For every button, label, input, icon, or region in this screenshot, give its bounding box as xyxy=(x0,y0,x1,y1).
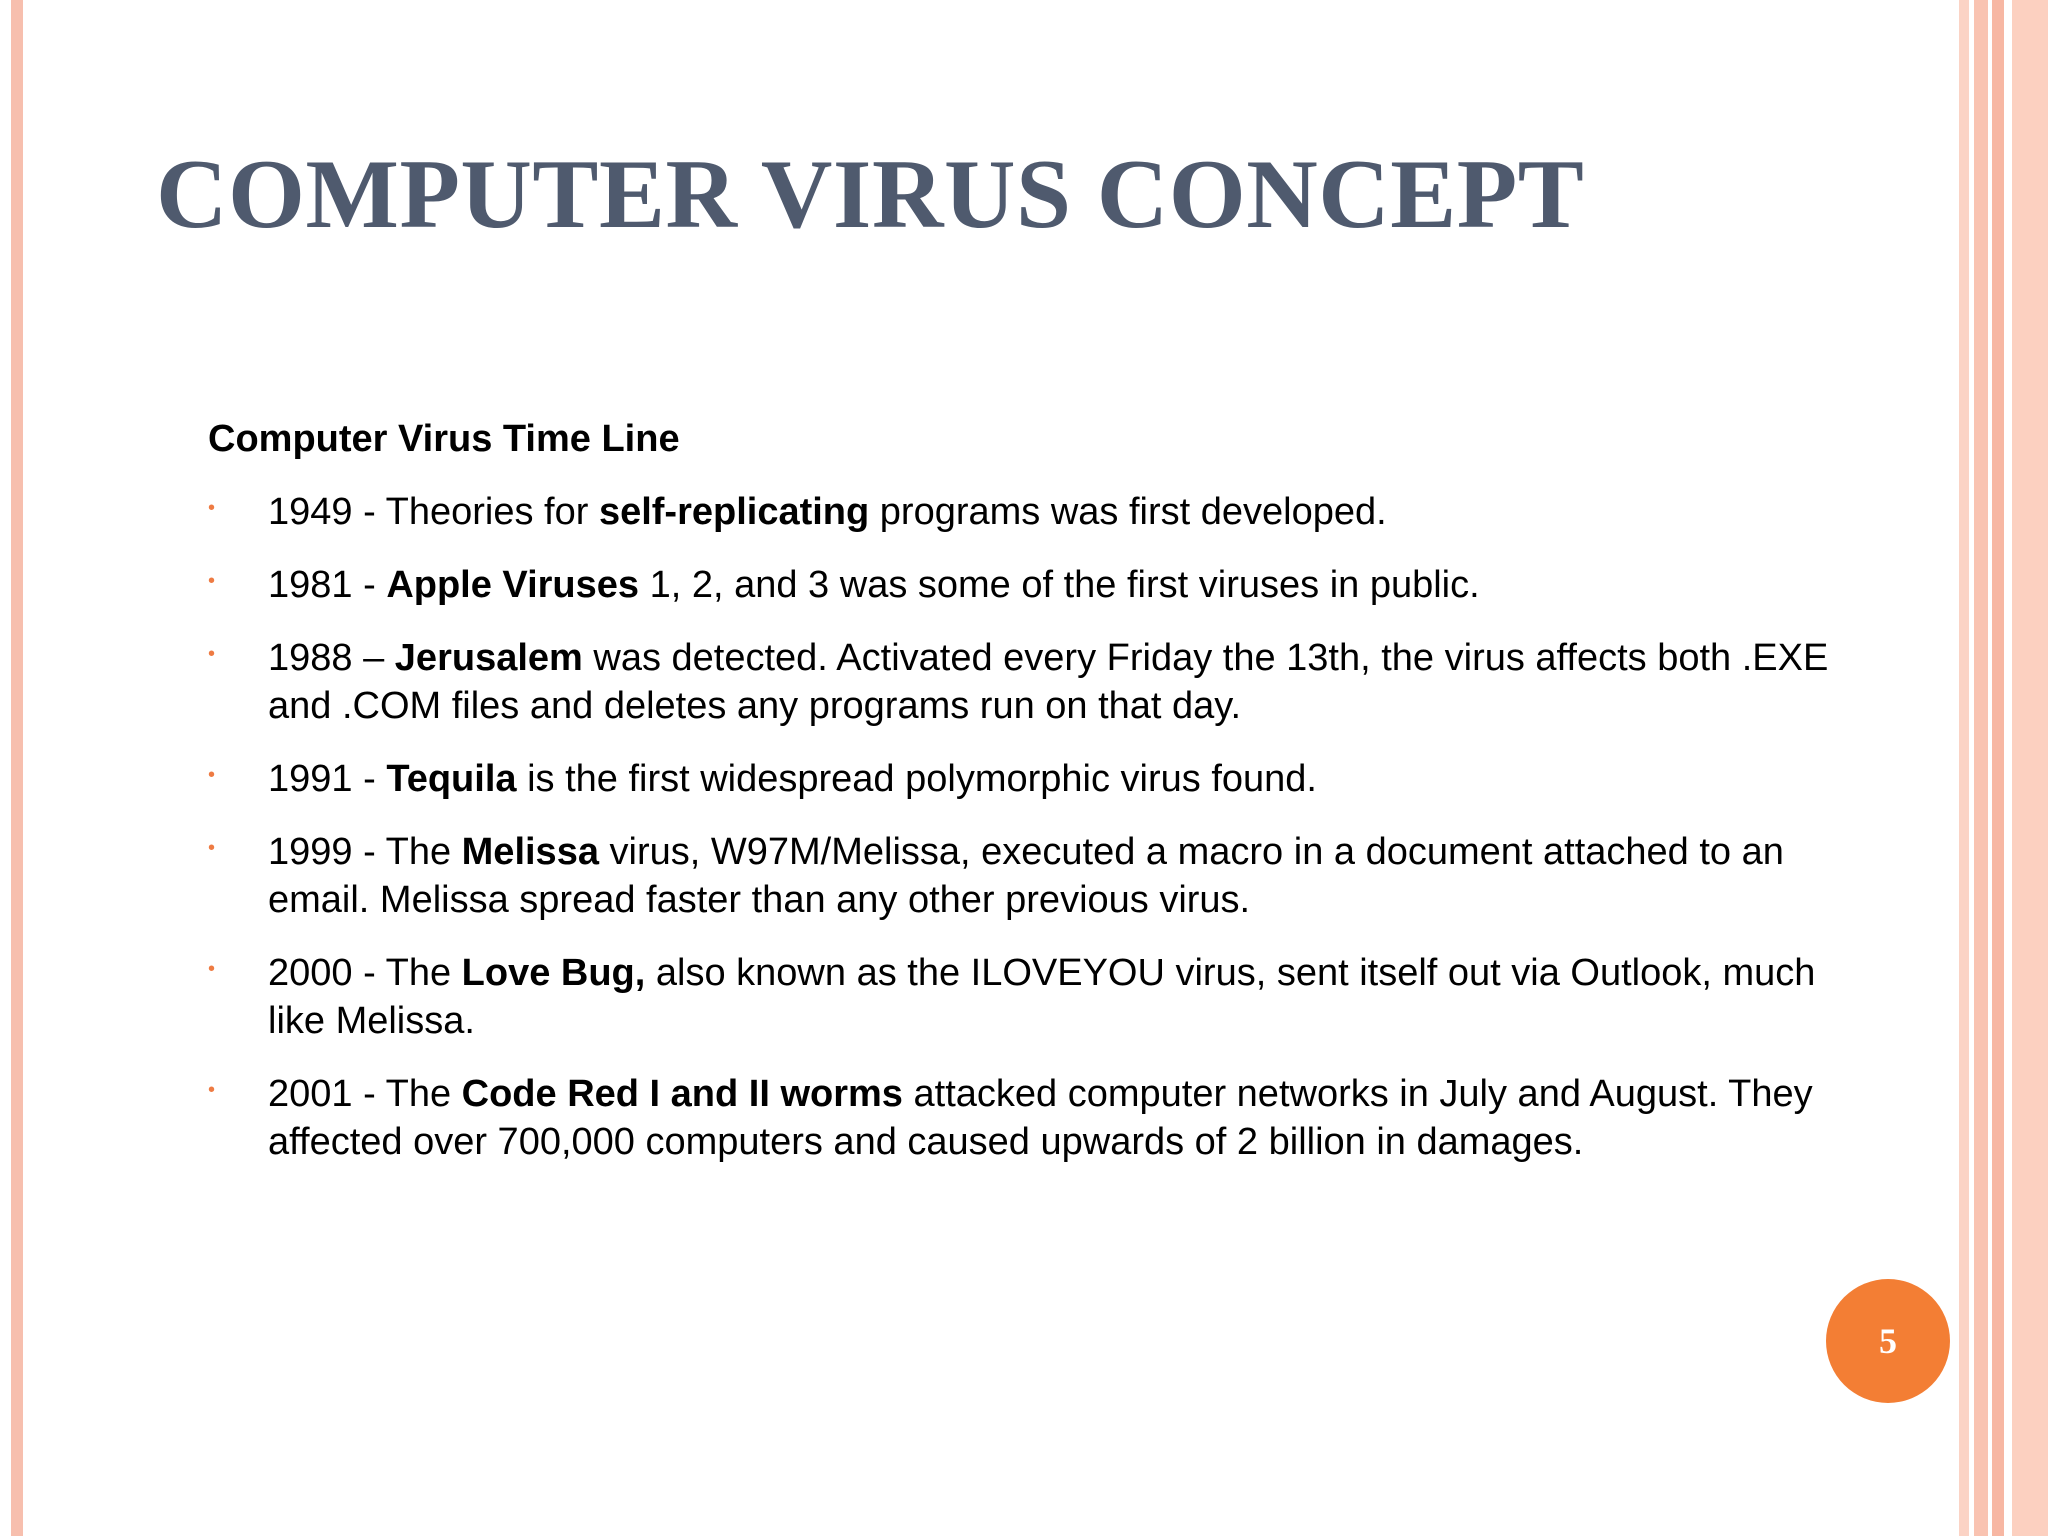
item-bold-text: Melissa xyxy=(461,831,599,873)
item-text: 2000 - The xyxy=(268,952,462,994)
item-text: 1981 - xyxy=(268,564,387,606)
right-border-stripe xyxy=(1959,0,1969,1536)
item-text: attacked computer networks in July and August. They affected over 700,000 computers and caused upwards of 2 billion in damages. xyxy=(268,1073,1813,1163)
bullet-icon: • xyxy=(208,837,216,859)
bullet-icon: • xyxy=(208,643,216,665)
timeline-item xyxy=(208,828,1848,924)
bullet-icon: • xyxy=(208,958,216,980)
timeline-list xyxy=(208,488,1848,1166)
timeline-item xyxy=(208,1070,1848,1166)
item-text: 1, 2, and 3 was some of the first viruses in public. xyxy=(639,564,1480,606)
item-text: 1999 - The xyxy=(268,831,462,873)
timeline-item xyxy=(208,634,1848,730)
item-text: also known as the ILOVEYOU virus, sent itself out via Outlook, much like Melissa. xyxy=(268,952,1816,1042)
timeline-item xyxy=(208,488,1848,536)
item-bold-text: Jerusalem xyxy=(394,637,583,679)
timeline-heading: Computer Virus Time Line xyxy=(208,418,680,460)
item-text: was detected. Activated every Friday the 13th, the virus affects both .EXE and .COM files and deletes any programs run on that day. xyxy=(268,637,1829,727)
page-number-badge: 5 xyxy=(1826,1279,1950,1403)
bullet-icon: • xyxy=(208,570,216,592)
item-text: 2001 - The xyxy=(268,1073,462,1115)
item-bold-text: Tequila xyxy=(386,758,517,800)
item-text: virus, W97M/Melissa, executed a macro in a document attached to an email. Melissa spread faster than any other previous virus. xyxy=(268,831,1784,921)
right-border-stripe xyxy=(1992,0,2004,1536)
timeline-item xyxy=(208,561,1848,609)
bullet-icon: • xyxy=(208,497,216,519)
right-border-stripe xyxy=(2012,0,2048,1536)
timeline-item xyxy=(208,755,1848,803)
item-text: 1991 - xyxy=(268,758,387,800)
item-text: is the first widespread polymorphic virus found. xyxy=(516,758,1317,800)
item-text: 1988 – xyxy=(268,637,395,679)
item-text: 1949 - Theories for xyxy=(268,491,599,533)
item-bold-text: self-replicating xyxy=(598,491,870,533)
timeline-item xyxy=(208,949,1848,1045)
bullet-icon: • xyxy=(208,1079,216,1101)
item-bold-text: Apple Viruses xyxy=(386,564,640,606)
item-bold-text: Love Bug, xyxy=(461,952,646,994)
item-text: programs was first developed. xyxy=(869,491,1387,533)
left-border-stripe xyxy=(11,0,23,1536)
slide-body xyxy=(208,415,1848,1191)
bullet-icon: • xyxy=(208,764,216,786)
slide-title: COMPUTER VIRUS CONCEPT xyxy=(156,140,1585,249)
item-bold-text: Code Red I and II worms xyxy=(461,1073,903,1115)
right-border-stripe xyxy=(1974,0,1988,1536)
